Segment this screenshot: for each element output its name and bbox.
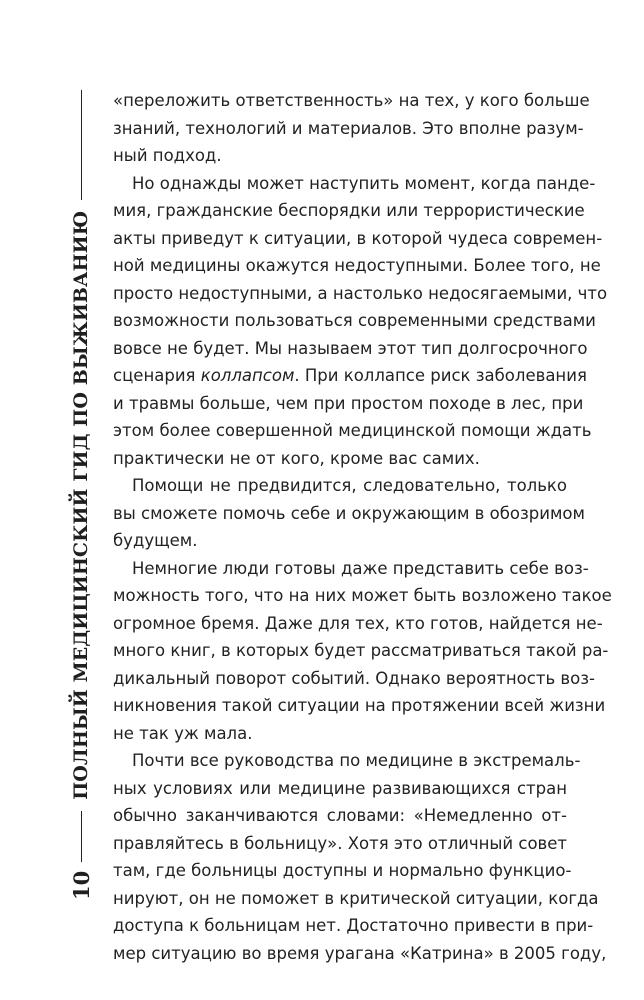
text-line xyxy=(113,857,572,885)
text-line xyxy=(113,307,596,335)
text-line xyxy=(113,912,594,940)
text-run: можность того, что на них может быть возложено такое xyxy=(113,586,612,605)
header-rule xyxy=(81,90,82,200)
text-line xyxy=(113,555,589,583)
text-run: Но однажды может наступить момент, когда панде- xyxy=(132,173,596,193)
text-line xyxy=(113,830,567,858)
text-run: знаний, технологий и материалов. Это вполне разум- xyxy=(113,118,584,138)
text-line xyxy=(113,720,567,748)
text-run: . При коллапсе риск заболевания xyxy=(294,366,587,385)
text-line xyxy=(113,225,603,253)
text-run: просто недоступными, а настолько недосягаемыми, что xyxy=(113,283,608,303)
body-text xyxy=(113,87,612,967)
text-run: акты приведут к ситуации, в которой чудеса современ- xyxy=(113,228,603,248)
text-line xyxy=(113,417,592,445)
text-run: возможности пользоваться современными средствами xyxy=(113,311,596,330)
text-line xyxy=(113,280,608,308)
text-line xyxy=(113,802,567,830)
paragraph xyxy=(113,170,608,473)
header-rule xyxy=(81,811,82,862)
text-run: ных условиях или медицине развивающихся стран xyxy=(113,778,567,798)
paragraph xyxy=(113,747,607,967)
text-run: «переложить ответственность» на тех, у кого больше xyxy=(113,91,590,110)
text-line xyxy=(113,142,567,170)
text-run: ной медицины окажутся недоступными. Более того, не xyxy=(113,256,601,275)
book-title: ПОЛНЫЙ МЕДИЦИНСКИЙ ГИД ПО ВЫЖИВАНИЮ xyxy=(70,210,92,800)
running-header-rotated xyxy=(61,90,101,900)
page-number: 10 xyxy=(68,870,94,900)
text-run: ный подход. xyxy=(113,146,222,165)
paragraph xyxy=(113,472,585,555)
text-run: Почти все руководства по медицине в экстремаль- xyxy=(132,751,581,770)
text-run: правляйтесь в больницу». Хотя это отличный совет xyxy=(113,833,568,853)
text-line xyxy=(113,940,607,968)
text-line xyxy=(113,197,585,225)
text-run: мер ситуацию во время урагана «Катрина» в 2005 году, xyxy=(113,943,607,963)
paragraph xyxy=(113,555,612,748)
text-run: огромное бремя. Даже для тех, кто готов, найдется не- xyxy=(113,613,603,633)
text-line xyxy=(113,252,601,280)
text-run: Немногие люди готовы даже представить себе воз- xyxy=(132,558,589,578)
text-line xyxy=(113,390,584,418)
text-run: будущем. xyxy=(113,531,198,550)
text-line xyxy=(113,472,567,500)
text-run: вовсе не будет. Мы называем этот тип долгосрочного xyxy=(113,338,588,358)
text-run: Помощи не предвидится, следовательно, только xyxy=(132,476,567,495)
text-run: сценария xyxy=(113,366,201,385)
text-line xyxy=(113,885,599,913)
text-run: мия, гражданские беспорядки или террористические xyxy=(113,201,585,220)
text-run: дикальный поворот событий. Однако вероятность воз- xyxy=(113,668,595,688)
text-run: обычно заканчиваются словами: «Немедленно от- xyxy=(113,806,567,825)
text-line xyxy=(113,527,567,555)
text-line xyxy=(113,87,590,115)
text-line xyxy=(113,170,596,198)
text-run: никновения такой ситуации на протяжении всей жизни xyxy=(113,696,606,715)
paragraph xyxy=(113,87,590,170)
text-line xyxy=(113,610,603,638)
text-line xyxy=(113,692,606,720)
emphasis-text: коллапсом xyxy=(200,366,295,385)
text-line xyxy=(113,747,581,775)
text-line xyxy=(113,775,567,803)
text-line xyxy=(113,115,584,143)
text-run: нируют, он не поможет в критической ситуации, когда xyxy=(113,888,599,908)
text-run: там, где больницы доступны и нормально функцио- xyxy=(113,861,572,880)
text-line xyxy=(113,665,595,693)
text-run: практически не от кого, кроме вас самих. xyxy=(113,448,480,468)
text-run: и травмы больше, чем при простом походе в лес, при xyxy=(113,393,584,413)
text-line xyxy=(113,362,587,390)
text-run: вы сможете помочь себе и окружающим в обозримом xyxy=(113,503,585,523)
text-line xyxy=(113,500,585,528)
text-run: доступа к больницам нет. Достаточно привести в при- xyxy=(113,916,594,935)
text-line xyxy=(113,445,567,473)
running-header xyxy=(61,90,101,900)
text-line xyxy=(113,335,588,363)
text-run: не так уж мала. xyxy=(113,723,253,743)
text-line xyxy=(113,582,612,610)
text-line xyxy=(113,637,609,665)
text-run: этом более совершенной медицинской помощи ждать xyxy=(113,421,592,440)
text-run: много книг, в которых будет рассматриваться такой ра- xyxy=(113,641,609,660)
